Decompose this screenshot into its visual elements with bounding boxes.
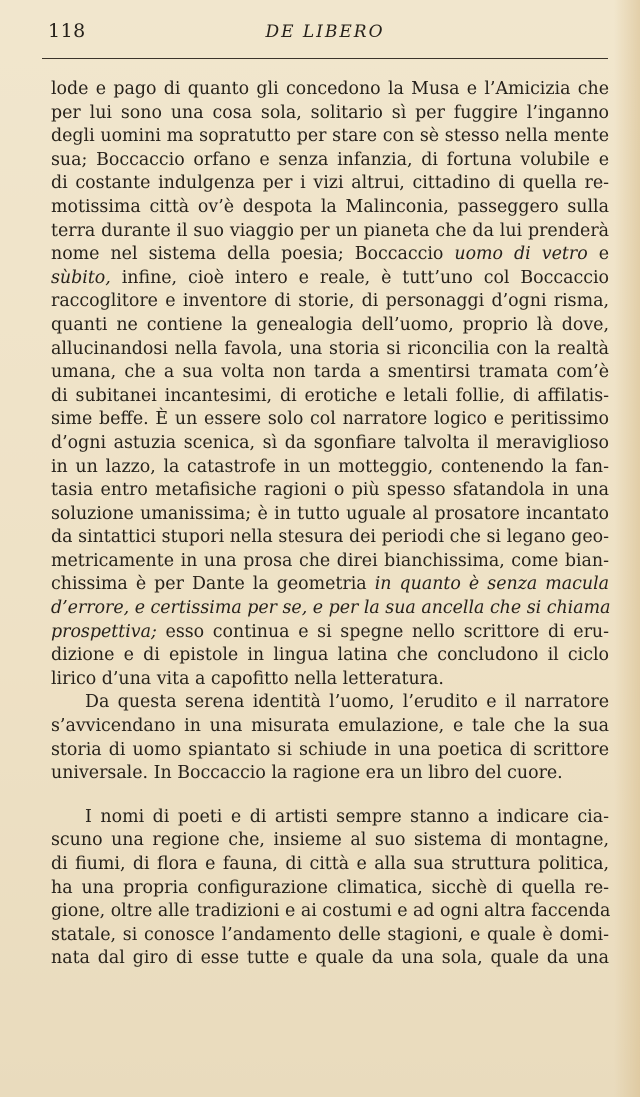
text-run: gione, oltre alle tradizioni e ai costumi e ad ogni altra faccenda xyxy=(51,901,611,922)
text-run: da sintattici stupori nella stesura dei periodi che si legano geo- xyxy=(51,527,609,548)
text-line xyxy=(51,149,609,173)
text-line xyxy=(51,644,609,668)
italic-text: uomo di vetro xyxy=(454,244,588,265)
text-run: lode e pago di quanto gli concedono la Musa e l’Amicizia che xyxy=(51,79,609,99)
text-line xyxy=(51,361,609,385)
text-run: sime beffe. È un essere solo col narratore logico e peritissimo xyxy=(51,409,609,430)
italic-text: prospettiva; xyxy=(51,621,157,642)
text-run: I nomi di poeti e di artisti sempre stanno a indicare cia- xyxy=(85,806,609,827)
text-run: per lui sono una cosa sola, solitario sì per fuggire l’inganno xyxy=(51,102,609,123)
italic-text: sùbito, xyxy=(51,267,111,288)
text-run: dizione e di epistole in lingua latina che concludono il ciclo xyxy=(51,645,609,666)
text-run: scuno una regione che, insieme al suo sistema di montagne, xyxy=(51,830,609,851)
text-run: esso continua e si spegne nello scrittore di eru- xyxy=(156,621,609,642)
text-run: e xyxy=(587,244,609,265)
running-title: DE LIBERO xyxy=(265,22,385,42)
text-run: sua; Boccaccio orfano e senza infanzia, di fortuna volubile e xyxy=(51,149,609,170)
text-run: storia di uomo spiantato si schiude in una poetica di scrittore xyxy=(51,739,609,760)
text-run: d’ogni astuzia scenica, sì da sgonfiare talvolta il meraviglioso xyxy=(51,432,609,453)
text-line xyxy=(51,196,609,220)
text-run: universale. In Boccaccio la ragione era un libro del cuore. xyxy=(51,763,563,784)
paragraph xyxy=(51,691,609,785)
text-run: in un lazzo, la catastrofe in un motteggio, contenendo la fan- xyxy=(51,456,609,477)
text-line xyxy=(51,900,609,924)
page-header xyxy=(42,18,608,59)
text-line xyxy=(51,479,609,503)
paragraph xyxy=(51,78,609,691)
text-run: infine, cioè intero e reale, è tutt’uno col Boccaccio xyxy=(110,267,609,288)
italic-text: in quanto è senza macula xyxy=(374,574,609,595)
text-run: nata dal giro di esse tutte e quale da una sola, quale da una xyxy=(51,948,609,969)
text-run: soluzione umanissima; è in tutto uguale al prosatore incantato xyxy=(51,503,609,524)
text-line xyxy=(51,102,609,126)
text-line xyxy=(51,947,609,971)
text-run: di fiumi, di flora e fauna, di città e alla sua struttura politica, xyxy=(51,854,609,874)
text-run: terra durante il suo viaggio per un pianeta che da lui prenderà xyxy=(51,220,609,241)
text-line xyxy=(51,621,609,645)
text-line xyxy=(51,806,609,830)
text-run: tasia entro metafisiche ragioni o più spesso sfatandola in una xyxy=(51,480,609,501)
text-run: quanti ne contiene la genealogia dell’uomo, proprio là dove, xyxy=(51,314,609,335)
text-run: ha una propria configurazione climatica, sicchè di quella re- xyxy=(51,877,609,898)
text-line xyxy=(51,267,609,291)
text-run: motissima città ov’è despota la Malinconia, passeggero sulla xyxy=(51,196,609,217)
text-line xyxy=(51,573,609,597)
paragraph xyxy=(51,806,609,971)
text-line xyxy=(51,125,609,149)
text-run: lirico d’una vita a capofitto nella letteratura. xyxy=(51,668,444,689)
body-text xyxy=(51,78,609,971)
text-line xyxy=(51,503,609,527)
page-number: 118 xyxy=(48,20,86,42)
text-line xyxy=(51,829,609,853)
text-line xyxy=(51,408,609,432)
text-line xyxy=(51,550,609,574)
text-line xyxy=(51,877,609,901)
text-line xyxy=(51,668,609,692)
text-line xyxy=(51,314,609,338)
text-line xyxy=(51,243,609,267)
text-line xyxy=(51,290,609,314)
text-line xyxy=(51,172,609,196)
text-line xyxy=(51,456,609,480)
text-run: statale, si conosce l’andamento delle stagioni, e quale è domi- xyxy=(51,924,609,945)
text-run: degli uomini ma sopratutto per stare con sè stesso nella mente xyxy=(51,126,609,147)
text-run: di costante indulgenza per i vizi altrui, cittadino di quella re- xyxy=(51,173,609,194)
text-line xyxy=(51,338,609,362)
text-run: di subitanei incantesimi, di erotiche e letali follie, di affilatis- xyxy=(51,385,609,406)
text-run: allucinandosi nella favola, una storia si riconcilia con la realtà xyxy=(51,338,609,359)
text-line xyxy=(51,78,609,102)
text-line xyxy=(51,526,609,550)
text-line xyxy=(51,739,609,763)
text-run: s’avvicendano in una misurata emulazione, e tale che la sua xyxy=(51,716,609,737)
text-line xyxy=(51,924,609,948)
text-run: umana, che a sua volta non tarda a smentirsi tramata com’è xyxy=(51,362,609,383)
text-line xyxy=(51,385,609,409)
text-run: Da questa serena identità l’uomo, l’erudito e il narratore xyxy=(85,692,609,713)
text-line xyxy=(51,691,609,715)
text-line xyxy=(51,432,609,456)
text-line xyxy=(51,220,609,244)
text-run: nome nel sistema della poesia; Boccaccio xyxy=(51,244,455,265)
text-line xyxy=(51,762,609,786)
text-line xyxy=(51,853,609,877)
text-run: chissima è per Dante la geometria xyxy=(51,574,375,595)
italic-text: d’errore, e certissima per se, e per la sua ancella che si chiama xyxy=(51,598,611,619)
text-line xyxy=(51,715,609,739)
text-run: metricamente in una prosa che direi bianchissima, come bian- xyxy=(51,550,609,571)
text-line xyxy=(51,597,609,621)
text-run: raccoglitore e inventore di storie, di personaggi d’ogni risma, xyxy=(51,291,609,312)
